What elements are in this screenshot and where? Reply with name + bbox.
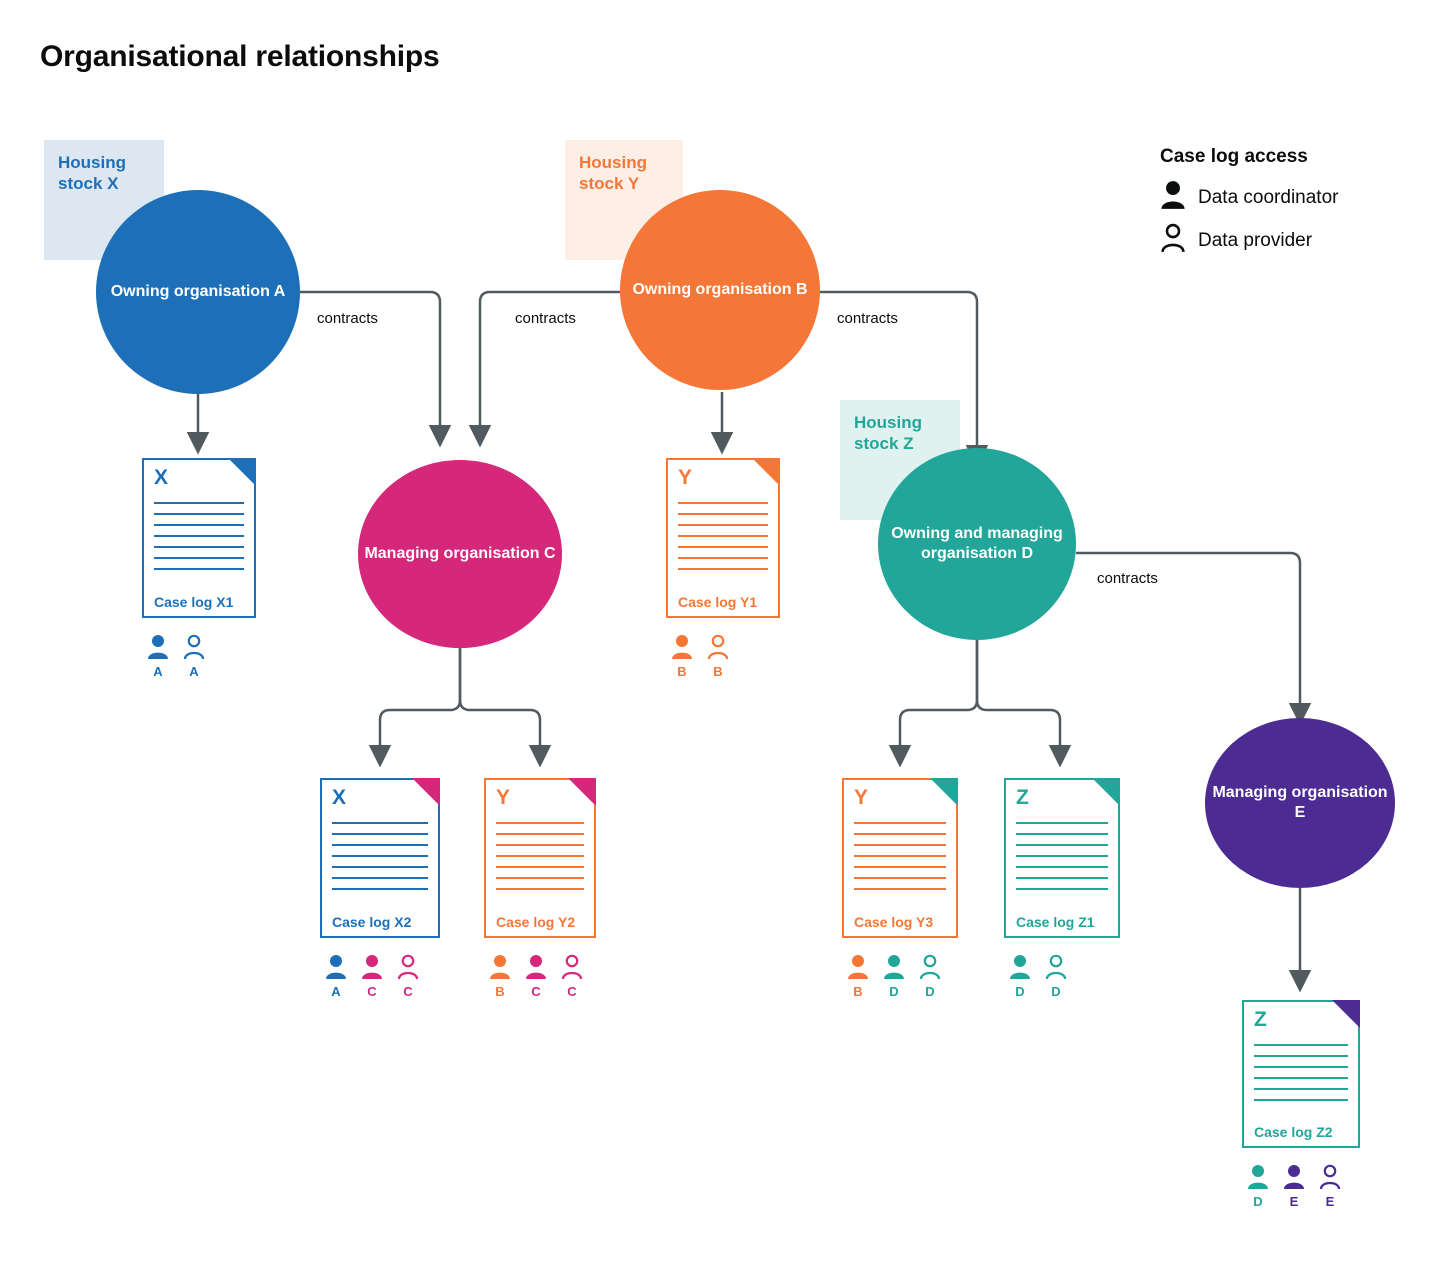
person-outline-icon bbox=[916, 954, 944, 999]
access-list-y2 bbox=[486, 954, 586, 999]
document-case-log-y2[interactable] bbox=[484, 778, 596, 938]
person-filled-icon bbox=[144, 634, 172, 679]
document-letter: Z bbox=[1254, 1008, 1267, 1031]
edge-label-d-e: contracts bbox=[1097, 570, 1158, 587]
person-filled-icon bbox=[880, 954, 908, 999]
access-list-z1 bbox=[1006, 954, 1070, 999]
person-outline-icon bbox=[1160, 223, 1186, 258]
access-list-z2 bbox=[1244, 1164, 1344, 1209]
access-label: C bbox=[531, 984, 541, 999]
person-outline-icon bbox=[704, 634, 732, 679]
document-case-log-z1[interactable] bbox=[1004, 778, 1120, 938]
access-label: D bbox=[1051, 984, 1061, 999]
access-label: B bbox=[495, 984, 505, 999]
document-case-log-x2[interactable] bbox=[320, 778, 440, 938]
access-list-y1 bbox=[668, 634, 732, 679]
document-letter: Y bbox=[854, 786, 869, 809]
legend-item-data-coordinator bbox=[1160, 180, 1338, 215]
org-label-a: Owning organisation A bbox=[110, 283, 286, 300]
access-list-y3 bbox=[844, 954, 944, 999]
document-case-log-x1[interactable] bbox=[142, 458, 256, 618]
person-filled-icon bbox=[1280, 1164, 1308, 1209]
access-label: D bbox=[1253, 1194, 1263, 1209]
document-case-log-y3[interactable] bbox=[842, 778, 958, 938]
access-label: A bbox=[189, 664, 199, 679]
access-label: A bbox=[331, 984, 341, 999]
person-outline-icon bbox=[394, 954, 422, 999]
housing-stock-y-line1: Housing bbox=[579, 153, 647, 172]
page-title: Organisational relationships bbox=[40, 40, 440, 73]
org-label-c: Managing organisation C bbox=[364, 545, 556, 562]
housing-stock-y-line2: stock Y bbox=[579, 174, 640, 194]
person-outline-icon bbox=[1042, 954, 1070, 999]
person-filled-icon bbox=[844, 954, 872, 999]
org-label-e: Managing organisation E bbox=[1212, 784, 1388, 821]
document-caption: Case log Z1 bbox=[1016, 914, 1095, 930]
access-label: D bbox=[925, 984, 935, 999]
document-lines bbox=[496, 822, 584, 899]
person-outline-icon bbox=[558, 954, 586, 999]
edge-label-b-d: contracts bbox=[837, 310, 898, 327]
document-caption: Case log X2 bbox=[332, 914, 412, 930]
person-filled-icon bbox=[668, 634, 696, 679]
person-filled-icon bbox=[1160, 180, 1186, 215]
access-list-x1 bbox=[144, 634, 208, 679]
document-letter: Z bbox=[1016, 786, 1029, 809]
person-filled-icon bbox=[486, 954, 514, 999]
person-outline-icon bbox=[1316, 1164, 1344, 1209]
org-node-a[interactable] bbox=[96, 190, 300, 394]
access-label: C bbox=[367, 984, 377, 999]
document-letter: Y bbox=[678, 466, 693, 489]
housing-stock-z-line1: Housing bbox=[854, 413, 922, 432]
housing-stock-x-line1: Housing bbox=[58, 153, 126, 172]
access-label: A bbox=[153, 664, 163, 679]
org-node-e[interactable] bbox=[1205, 718, 1395, 888]
document-letter: Y bbox=[496, 786, 511, 809]
document-caption: Case log X1 bbox=[154, 594, 234, 610]
access-label: B bbox=[713, 664, 723, 679]
org-node-b[interactable] bbox=[620, 190, 820, 390]
person-outline-icon bbox=[180, 634, 208, 679]
org-label-d: Owning and managing organisation D bbox=[891, 525, 1063, 562]
document-lines bbox=[678, 502, 768, 579]
person-filled-icon bbox=[1006, 954, 1034, 999]
access-label: D bbox=[1015, 984, 1025, 999]
person-filled-icon bbox=[1244, 1164, 1272, 1209]
access-label: E bbox=[1325, 1194, 1335, 1209]
access-label: B bbox=[853, 984, 863, 999]
document-caption: Case log Y1 bbox=[678, 594, 758, 610]
document-lines bbox=[1254, 1044, 1348, 1110]
person-filled-icon bbox=[322, 954, 350, 999]
access-label: E bbox=[1289, 1194, 1299, 1209]
edge-label-b-c: contracts bbox=[515, 310, 576, 327]
access-list-x2 bbox=[322, 954, 422, 999]
document-lines bbox=[154, 502, 244, 579]
org-node-c[interactable] bbox=[358, 460, 562, 648]
document-letter: X bbox=[332, 786, 347, 809]
legend bbox=[1160, 146, 1338, 266]
document-case-log-y1[interactable] bbox=[666, 458, 780, 618]
document-lines bbox=[332, 822, 428, 899]
document-caption: Case log Y2 bbox=[496, 914, 576, 930]
document-lines bbox=[854, 822, 946, 899]
access-label: C bbox=[403, 984, 413, 999]
access-label: B bbox=[677, 664, 687, 679]
document-caption: Case log Z2 bbox=[1254, 1124, 1333, 1140]
person-filled-icon bbox=[522, 954, 550, 999]
access-label: C bbox=[567, 984, 577, 999]
org-label-b: Owning organisation B bbox=[632, 281, 808, 298]
housing-stock-z-line2: stock Z bbox=[854, 434, 914, 454]
legend-item-data-provider bbox=[1160, 223, 1338, 258]
document-letter: X bbox=[154, 466, 169, 489]
access-label: D bbox=[889, 984, 899, 999]
org-node-d[interactable] bbox=[878, 448, 1076, 640]
legend-label: Data provider bbox=[1198, 229, 1313, 251]
document-lines bbox=[1016, 822, 1108, 899]
edge-label-a-c: contracts bbox=[317, 310, 378, 327]
document-caption: Case log Y3 bbox=[854, 914, 934, 930]
legend-title: Case log access bbox=[1160, 146, 1308, 167]
document-case-log-z2[interactable] bbox=[1242, 1000, 1360, 1148]
person-filled-icon bbox=[358, 954, 386, 999]
legend-label: Data coordinator bbox=[1198, 186, 1339, 208]
housing-stock-x-line2: stock X bbox=[58, 174, 119, 194]
